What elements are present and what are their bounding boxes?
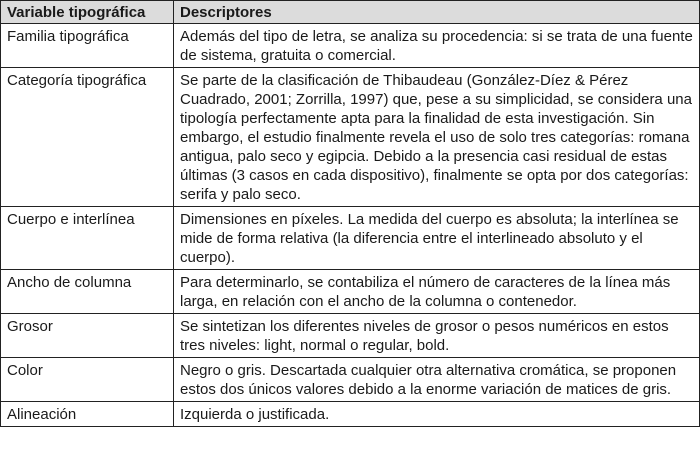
cell-descriptor: Se sintetizan los diferentes niveles de grosor o pesos numéricos en estos tres niveles: light, normal o regular, bold.: [174, 314, 700, 358]
table-header-row: [1, 1, 700, 24]
header-variable: Variable tipográfica: [1, 1, 174, 24]
table-row: [1, 270, 700, 314]
cell-descriptor: Se parte de la clasificación de Thibaudeau (González-Díez & Pérez Cuadrado, 2001; Zorrilla, 1997) que, pese a su simplicidad, se considera una tipología perfectamente apta para la finalidad de esta investigación. Sin embargo, el estudio finalmente revela el uso de solo tres categorías: romana antigua, palo seco y egipcia. Debido a la presencia casi residual de estas últimas (3 casos en cada dispositivo), finalmente se opta por dos categorías: serifa y palo seco.: [174, 68, 700, 207]
cell-variable: Familia tipográfica: [1, 24, 174, 68]
table-row: [1, 207, 700, 270]
table-row: [1, 402, 700, 427]
cell-descriptor: Para determinarlo, se contabiliza el número de caracteres de la línea más larga, en relación con el ancho de la columna o contenedor.: [174, 270, 700, 314]
cell-variable: Cuerpo e interlínea: [1, 207, 174, 270]
table-row: [1, 24, 700, 68]
cell-descriptor: Izquierda o justificada.: [174, 402, 700, 427]
cell-descriptor: Dimensiones en píxeles. La medida del cuerpo es absoluta; la interlínea se mide de forma relativa (la diferencia entre el interlineado absoluto y el cuerpo).: [174, 207, 700, 270]
cell-variable: Categoría tipográfica: [1, 68, 174, 207]
cell-descriptor: Además del tipo de letra, se analiza su procedencia: si se trata de una fuente de sistema, gratuita o comercial.: [174, 24, 700, 68]
table-row: [1, 68, 700, 207]
header-descriptores: Descriptores: [174, 1, 700, 24]
cell-variable: Alineación: [1, 402, 174, 427]
cell-variable: Grosor: [1, 314, 174, 358]
table-row: [1, 314, 700, 358]
cell-variable: Ancho de columna: [1, 270, 174, 314]
table-row: [1, 358, 700, 402]
cell-descriptor: Negro o gris. Descartada cualquier otra alternativa cromática, se proponen estos dos únicos valores debido a la enorme variación de matices de gris.: [174, 358, 700, 402]
cell-variable: Color: [1, 358, 174, 402]
